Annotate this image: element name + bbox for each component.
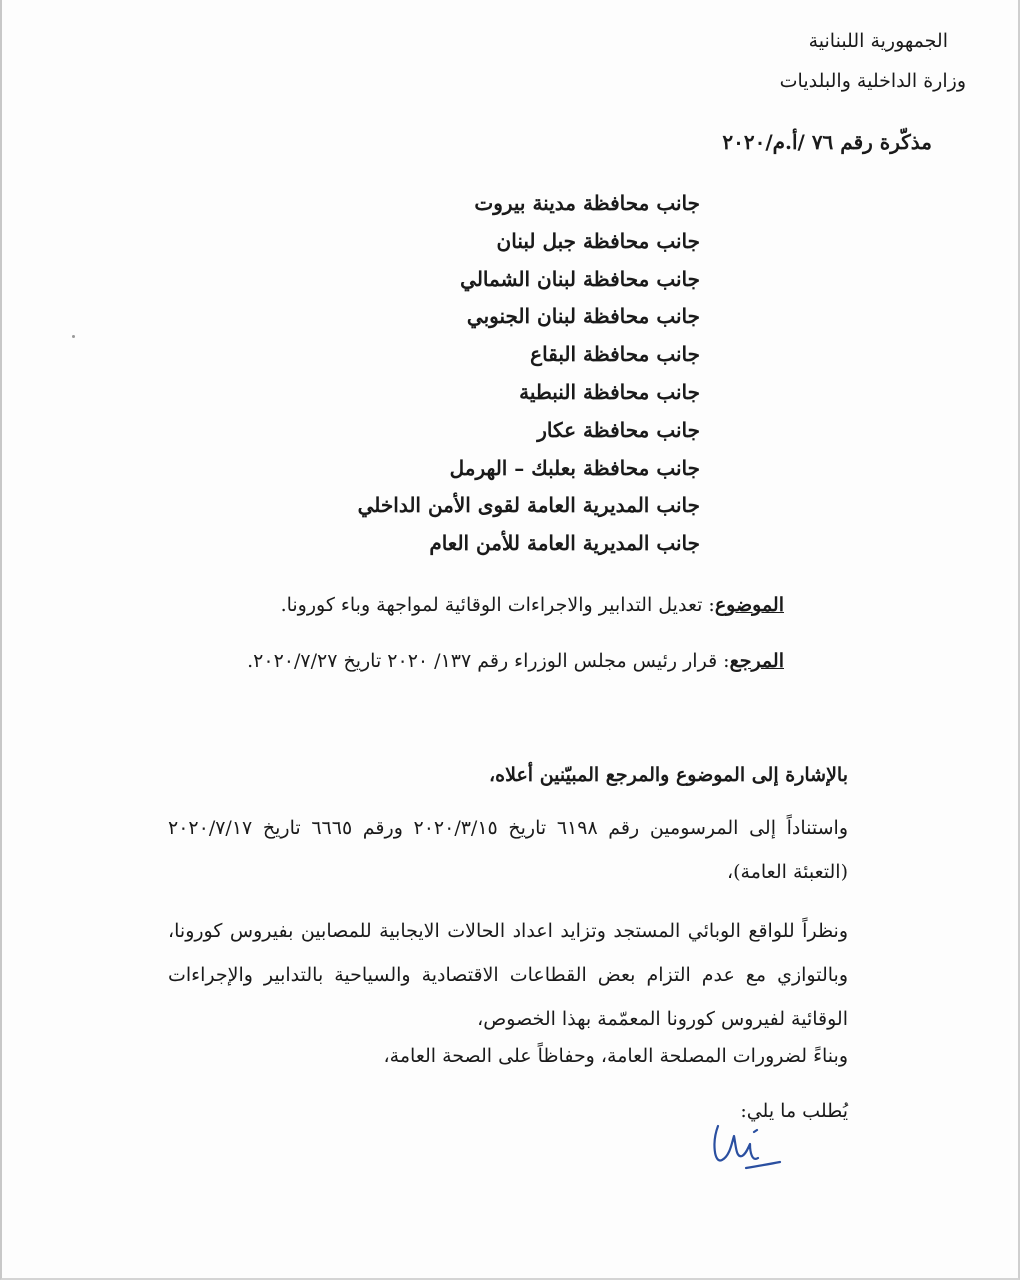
addressee-list [300,188,700,566]
subject-text: : تعديل التدابير والاجراءات الوقائية لمواجهة وباء كورونا. [280,594,715,616]
body-paragraph: واستناداً إلى المرسومين رقم ٦١٩٨ تاريخ ٢٠٢٠/٣/١٥ ورقم ٦٦٦٥ تاريخ ٢٠٢٠/٧/١٧ (التعبئة العامة)، [168,817,848,883]
body-paragraph: وبناءً لضرورات المصلحة العامة، وحفاظاً على الصحة العامة، [383,1045,848,1067]
request-line: يُطلب ما يلي: [740,1100,848,1122]
reference-line [247,650,784,672]
subject-label: الموضوع [714,594,784,616]
addressee-item: جانب محافظة لبنان الشمالي [460,266,700,291]
addressee-item: جانب محافظة النبطية [519,379,700,404]
handwritten-signature [706,1112,786,1172]
addressee-item: جانب محافظة جبل لبنان [496,228,700,253]
body-paragraph: ونظراً للواقع الوبائي المستجد وتزايد اعداد الحالات الايجابية للمصابين بفيروس كورونا، وبالتوازي مع عدم التزام بعض القطاعات الاقتصادية والسياحية بالتدابير والإجراءات الوقائية لفيروس كورونا المعمّمة بهذا الخصوص، [168,920,848,1030]
ministry-header: وزارة الداخلية والبلديات [779,70,966,92]
greeting-line: بالإشارة إلى الموضوع والمرجع المبيّنين أعلاه، [489,764,848,786]
addressee-item: جانب محافظة لبنان الجنوبي [466,304,700,329]
scan-speck [72,335,75,338]
addressee-item: جانب المديرية العامة لقوى الأمن الداخلي [357,493,700,518]
memo-number: مذكّرة رقم ٧٦ /أ.م/٢٠٢٠ [722,130,932,154]
subject-line [281,594,784,616]
reference-text: : قرار رئيس مجلس الوزراء رقم ١٣٧/ ٢٠٢٠ تاريخ ٢٠٢٠/٧/٢٧. [247,650,730,672]
addressee-item: جانب محافظة البقاع [530,342,700,367]
addressee-item: جانب محافظة بعلبك – الهرمل [449,455,700,480]
republic-header: الجمهورية اللبنانية [808,30,948,52]
addressee-item: جانب محافظة عكار [537,417,700,442]
addressee-item: جانب محافظة مدينة بيروت [474,191,700,215]
reference-label: المرجع [729,650,784,672]
addressee-item: جانب المديرية العامة للأمن العام [429,531,700,556]
